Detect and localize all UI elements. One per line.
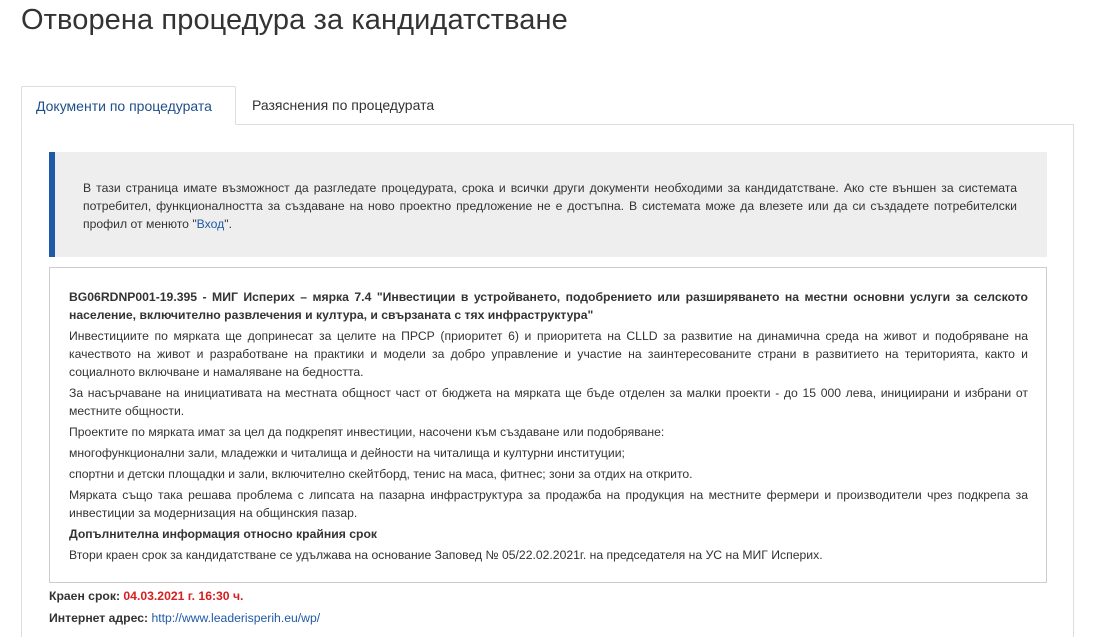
notice-text: В тази страница имате възможност да разгледате процедурата, срока и всички други документи необходими за кандидатстване. Ако сте външен за системата потребител, функционалността за създаване на ново проектно предложение не е достъпна. В системата може да влезете или да си създадете потребителски профил от менюто " <box>83 181 1017 231</box>
notice-text-end: ". <box>224 217 232 231</box>
tab-procedure-clarifications[interactable]: Разяснения по процедурата <box>252 97 435 113</box>
info-notice <box>49 152 1047 257</box>
procedure-paragraph: Мярката също така решава проблема с липсата на пазарна инфраструктура за продажба на продукция на местните фермери и производители чрез подкрепа за инвестиции за модернизация на общинския пазар. <box>69 488 1028 520</box>
procedure-paragraph: спортни и детски площадки и зали, включително скейтборд, тенис на маса, фитнес; зони за отдих на открито. <box>69 467 693 481</box>
additional-info-heading: Допълнителна информация относно крайния срок <box>69 527 377 541</box>
deadline-row <box>49 587 243 605</box>
login-link[interactable]: Вход <box>196 217 225 231</box>
deadline-value: 04.03.2021 г. 16:30 ч. <box>123 589 244 603</box>
website-link[interactable]: http://www.leaderisperih.eu/wp/ <box>151 611 321 625</box>
website-label: Интернет адрес: <box>49 611 149 625</box>
tab-procedure-documents[interactable]: Документи по процедурата <box>21 86 236 125</box>
procedure-title: BG06RDNP001-19.395 - МИГ Исперих – мярка 7.4 "Инвестиции в устройването, подобрението или разширяването на местни основни услуги за селското население, включително развлечения и култура, и свързаната с тях инфраструктура" <box>69 290 1028 322</box>
procedure-paragraph: За насърчаване на инициативата на местната общност част от бюджета на мярката ще бъде отделен за малки проекти - до 15 000 лева, инициирани и избрани от местните общности. <box>69 386 1028 418</box>
page-title: Отворена процедура за кандидатстване <box>21 4 568 36</box>
procedure-tabs <box>21 86 1074 125</box>
procedure-paragraph: Инвестициите по мярката ще допринесат за целите на ПРСР (приоритет 6) и приоритета на CLLD за развитие на динамична среда на живот и подобряване на качеството на живот и разработване на практики и модели за добро управление и участие на заинтересованите страни в развитието на територията, както и социалното включване и намаляване на бедността. <box>69 329 1028 379</box>
additional-info-text: Втори краен срок за кандидатстване се удължава на основание Заповед № 05/22.02.2021г. на председателя на УС на МИГ Исперих. <box>69 548 823 562</box>
deadline-label: Краен срок: <box>49 589 121 603</box>
procedure-paragraph: многофункционални зали, младежки и читалища и дейности на читалища и културни институции; <box>69 446 625 460</box>
tab-panel <box>21 124 1074 637</box>
procedure-description <box>49 267 1047 583</box>
procedure-paragraph: Проектите по мярката имат за цел да подкрепят инвестиции, насочени към създаване или подобряване: <box>69 425 665 439</box>
website-row <box>49 609 320 627</box>
